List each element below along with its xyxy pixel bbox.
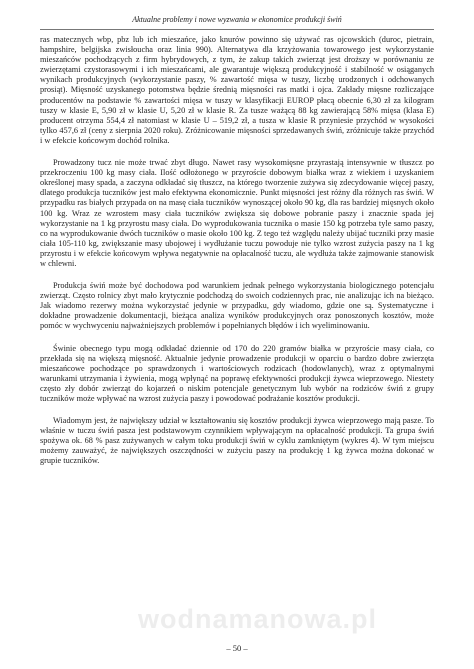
running-header: Aktualne problemy i nowe wyzwania w ekonomice produkcji świń: [132, 15, 342, 24]
paragraph-5: Wiadomym jest, że największy udział w kształtowaniu się kosztów produkcji żywca wieprzowego mają pasze. To właśnie w tuczu świń pasza jest podstawowym czynnikiem wpływającym na opłacalność produkcji. Ta grupa świń spożywa ok. 68 % pasz zużywanych w całym toku produkcji świń w cyklu zamkniętym (wykres 4). W tym miejscu możemy zauważyć, że największych oszczędności w zużyciu paszy na produkcję 1 kg żywca można dokonać w grupie tuczników.: [40, 416, 434, 466]
paragraph-4: Świnie obecnego typu mogą odkładać dziennie od 170 do 220 gramów białka w przyroście masy ciała, co przekłada się na większą mięsność. Aktualnie jedynie prowadzenie produkcji w oparciu o bardzo dobre zwierzęta mieszańcowe pochodzące po sprawdzonych i wartościowych rodzicach (hodowlanych), wraz z optymalnymi warunkami utrzymania i żywienia, mogą wpłynąć na poprawę efektywności produkcji żywca wieprzowego. Niestety często zły dobór zwierząt do kojarzeń o niskim potencjale genetycznym lub wybór na rodziców świń z grupy tuczników może wpływać na wzrost zużycia paszy i powodować podrażanie kosztów produkcji.: [40, 343, 434, 403]
page-number: – 50 –: [226, 643, 248, 653]
paragraph-2: Prowadzony tucz nie może trwać zbyt długo. Nawet rasy wysokomięsne przyrastają intensywnie w tłuszcz po przekroczeniu 100 kg masy ciała. Ilość odłożonego w przyroście dobowym białka wraz z wiekiem i uzyskaniem określonej masy spada, a zaczyna odkładać się tłuszcz, na którego tworzenie zużywa się zdecydowanie więcej paszy, dlatego produkcja tuczników jest mało efektywna ekonomicznie. Punkt mięsności jest różny dla różnych ras świń. W przypadku ras białych przypada on na masę ciała tuczników wynoszącej około 90 kg, dla ras bardziej mięsnych około 100 kg. Wraz ze wzrostem masy ciała tuczników zwiększa się dobowe pobranie paszy i znacznie spada jej wykorzystanie na 1 kg przyrostu masy ciała. Do wyprodukowania tucznika o masie 150 kg potrzeba tyle samo paszy, co na wyprodukowanie dwóch tuczników o masie około 100 kg. Z tego też względu należy ubijać tuczniki przy masie ciała 105-110 kg, zwiększanie masy ubojowej i wydłużanie tuczu powoduje nie tylko wzrost zużycia paszy na 1 kg przyrostu i w efekcie końcowym wpływa negatywnie na opłacalność tuczu, ale wydłuża także zajmowanie stanowisk w chlewni.: [40, 158, 434, 268]
header-divider: [40, 29, 434, 30]
paragraph-3: Produkcja świń może być dochodowa pod warunkiem jednak pełnego wykorzystania biologicznego potencjału zwierząt. Często rolnicy zbyt mało krytycznie podchodzą do swoich codziennych prac, nie analizując ich na bieżąco. Jak wiadomo rezerwy można wykorzystać jedynie w przypadku, gdy wiadomo, gdzie one są. Systematyczne i dokładne prowadzenie dokumentacji, bieżąca analiza wyników produkcyjnych oraz ponoszonych kosztów, może pomóc w wychwyceniu najważniejszych problemów i popełnianych błędów i ich wyeliminowaniu.: [40, 281, 434, 331]
body-text: [40, 35, 434, 479]
watermark: wodnamanowa.pl: [138, 604, 378, 634]
paragraph-1: ras matecznych wbp, pbz lub ich mieszańce, jako knurów powinno się używać ras ojcowskich (duroc, pietrain, hampshire, belgijska zwisłoucha oraz linia 990). Alternatywa dla krzyżowania towarowego jest wykorzystanie mieszańców pochodzących z firm hybrydowych, z tym, że zakup takich zwierząt jest droższy w porównaniu ze zwierzętami czystorasowymi i ich mieszańcami, ale gwarantuje większą produkcyjność i stabilność w osiąganych wynikach produkcyjnych (wykorzystanie paszy, % zawartość mięsa w tuszy, liczbę urodzonych i odchowanych prosiąt). Mięsność uzyskanego potomstwa będzie średnią mięsności ras matki i ojca. Zakłady mięsne rozliczające producentów na podstawie % zawartości mięsa w tuszy w klasyfikacji EUROP płacą obecnie 6,30 zł za kilogram tuszy w klasie E, 5,90 zł w klasie U, 5,20 zł w klasie R. Za tusze ważącą 88 kg zawierającą 58% mięsa (klasa E) producent otrzyma 554,4 zł natomiast w klasie U – 519,2 zł, a tusza w klasie R przyniesie przychód w wysokości tylko 457,6 zł (ceny z sierpnia 2020 roku). Zróżnicowanie mięsności sprzedawanych świń, zróżnicuje także przychód i w efekcie końcowym dochód rolnika.: [40, 35, 434, 145]
